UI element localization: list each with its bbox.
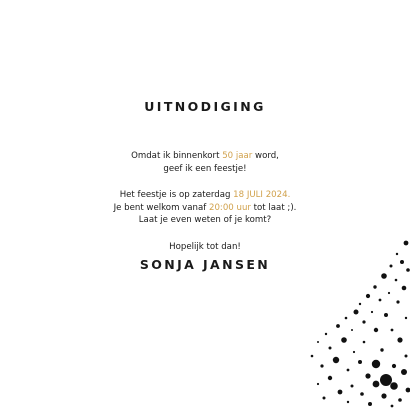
details-line-1-before: Het feestje is op zaterdag — [119, 190, 234, 200]
intro-line-1-before: Omdat ik binnenkort — [131, 151, 223, 161]
intro-line-1-after: word, — [252, 151, 279, 161]
details-line-2 — [0, 202, 410, 215]
date-highlight: 18 JULI 2024. — [233, 190, 291, 200]
details-line-2-after: tot laat ;). — [250, 202, 297, 213]
signature-name: SONJA JANSEN — [139, 257, 271, 272]
details-line-2-before: Je bent welkom vanaf — [113, 202, 209, 213]
time-highlight: 20:00 uur — [209, 202, 251, 213]
intro-line-2: geef ik een feestje! — [163, 163, 247, 174]
intro-paragraph — [0, 150, 410, 175]
intro-line-1 — [0, 150, 410, 163]
invitation-heading: UITNODIGING — [144, 99, 266, 114]
details-paragraph — [0, 189, 410, 227]
closing-line: Hopelijk tot dan! — [169, 242, 241, 252]
closing-paragraph — [0, 241, 410, 254]
details-line-3: Laat je even weten of je komt? — [138, 215, 272, 226]
details-line-1 — [0, 189, 410, 202]
age-highlight: 50 jaar — [222, 151, 253, 161]
